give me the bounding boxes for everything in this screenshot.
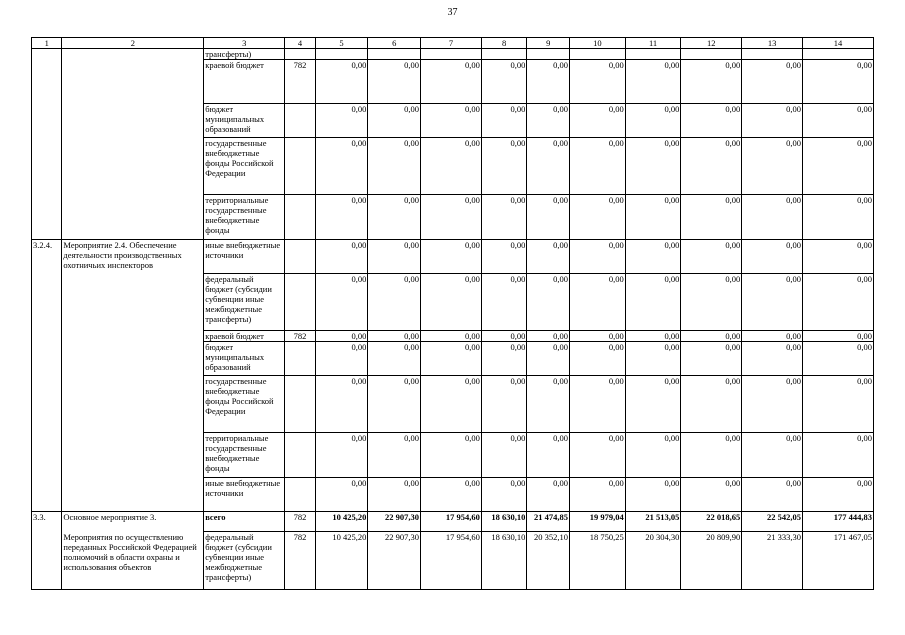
item-name-cell [62,138,204,195]
column-header: 2 [62,38,204,49]
value-cell: 0,00 [481,478,527,512]
value-cell: 0,00 [681,104,742,138]
source-cell: территориальные государственные внебюджетные фонды [204,195,285,240]
column-header: 12 [681,38,742,49]
value-cell: 0,00 [681,342,742,376]
source-cell: федеральный бюджет (субсидии субвенции иные межбюджетные трансферты) [204,532,285,590]
value-cell: 0,00 [527,478,570,512]
item-name-cell [62,331,204,342]
value-cell: 0,00 [742,104,803,138]
code-cell [285,274,315,331]
column-header: 14 [802,38,873,49]
value-cell: 0,00 [368,342,421,376]
source-cell: государственные внебюджетные фонды Российской Федерации [204,138,285,195]
value-cell: 0,00 [802,60,873,104]
item-number-cell [32,195,62,240]
value-cell: 0,00 [368,376,421,433]
value-cell: 0,00 [421,342,482,376]
value-cell: 0,00 [481,376,527,433]
code-cell [285,342,315,376]
value-cell: 18 750,25 [569,532,625,590]
value-cell: 0,00 [368,433,421,478]
item-name-cell [62,104,204,138]
value-cell [527,49,570,60]
value-cell: 0,00 [681,376,742,433]
value-cell: 0,00 [681,195,742,240]
value-cell: 22 542,05 [742,512,803,532]
item-number-cell [32,478,62,512]
source-cell: федеральный бюджет (субсидии субвенции иные межбюджетные трансферты) [204,274,285,331]
value-cell: 0,00 [742,274,803,331]
value-cell: 0,00 [625,376,681,433]
value-cell: 0,00 [527,138,570,195]
value-cell: 0,00 [742,240,803,274]
item-number-cell [32,60,62,104]
column-header: 7 [421,38,482,49]
value-cell: 0,00 [569,376,625,433]
value-cell [368,49,421,60]
value-cell: 0,00 [315,104,368,138]
code-cell [285,138,315,195]
column-header: 8 [481,38,527,49]
value-cell: 0,00 [368,104,421,138]
code-cell: 782 [285,532,315,590]
value-cell: 0,00 [421,138,482,195]
source-cell: бюджет муниципальных образований [204,342,285,376]
value-cell: 22 018,65 [681,512,742,532]
item-name-cell [62,376,204,433]
value-cell: 0,00 [742,60,803,104]
value-cell: 0,00 [368,60,421,104]
code-cell [285,376,315,433]
table-row [32,274,874,331]
source-cell: иные внебюджетные источники [204,240,285,274]
value-cell: 20 809,90 [681,532,742,590]
item-name-cell [62,274,204,331]
value-cell [421,49,482,60]
value-cell: 21 333,30 [742,532,803,590]
value-cell: 0,00 [368,138,421,195]
table-row [32,60,874,104]
value-cell: 17 954,60 [421,512,482,532]
value-cell: 22 907,30 [368,532,421,590]
value-cell: 20 304,30 [625,532,681,590]
item-number-cell: 3.2.4. [32,240,62,274]
value-cell: 0,00 [527,331,570,342]
value-cell: 0,00 [421,331,482,342]
value-cell: 0,00 [681,478,742,512]
table-row [32,240,874,274]
table-row [32,512,874,532]
code-cell [285,104,315,138]
value-cell [802,49,873,60]
value-cell: 0,00 [315,478,368,512]
value-cell: 0,00 [421,60,482,104]
item-name-cell [62,49,204,60]
value-cell: 0,00 [315,240,368,274]
value-cell: 0,00 [368,478,421,512]
source-cell: всего [204,512,285,532]
value-cell: 0,00 [569,240,625,274]
item-name-cell: Мероприятие 2.4. Обеспечение деятельности производственных охотничьих инспекторов [62,240,204,274]
table-row [32,376,874,433]
value-cell: 0,00 [569,60,625,104]
value-cell: 22 907,30 [368,512,421,532]
value-cell: 21 474,85 [527,512,570,532]
value-cell: 0,00 [569,138,625,195]
value-cell: 18 630,10 [481,512,527,532]
code-cell [285,240,315,274]
value-cell: 0,00 [421,376,482,433]
value-cell [315,49,368,60]
value-cell: 0,00 [742,342,803,376]
item-number-cell [32,138,62,195]
column-header: 4 [285,38,315,49]
value-cell: 0,00 [742,138,803,195]
value-cell: 0,00 [569,195,625,240]
value-cell: 0,00 [527,240,570,274]
value-cell: 0,00 [802,478,873,512]
source-cell: трансферты) [204,49,285,60]
item-number-cell [32,104,62,138]
value-cell: 0,00 [625,433,681,478]
column-header: 6 [368,38,421,49]
header-row [32,38,874,49]
item-name-cell [62,433,204,478]
code-cell [285,433,315,478]
table-row [32,478,874,512]
value-cell: 0,00 [742,331,803,342]
value-cell: 17 954,60 [421,532,482,590]
value-cell: 0,00 [742,195,803,240]
value-cell: 0,00 [802,195,873,240]
value-cell: 0,00 [368,331,421,342]
value-cell: 0,00 [569,433,625,478]
item-name-cell [62,342,204,376]
value-cell: 0,00 [625,195,681,240]
value-cell: 0,00 [527,342,570,376]
value-cell: 0,00 [481,104,527,138]
value-cell: 0,00 [742,376,803,433]
table-row [32,49,874,60]
value-cell: 0,00 [481,342,527,376]
value-cell: 0,00 [625,478,681,512]
value-cell: 0,00 [481,60,527,104]
code-cell [285,49,315,60]
value-cell: 0,00 [481,433,527,478]
value-cell: 0,00 [681,433,742,478]
value-cell: 0,00 [625,342,681,376]
value-cell: 0,00 [315,195,368,240]
value-cell: 0,00 [802,104,873,138]
column-header: 9 [527,38,570,49]
value-cell: 0,00 [569,331,625,342]
value-cell: 10 425,20 [315,512,368,532]
value-cell: 0,00 [802,376,873,433]
code-cell [285,478,315,512]
source-cell: иные внебюджетные источники [204,478,285,512]
code-cell: 782 [285,60,315,104]
value-cell: 0,00 [527,60,570,104]
column-header: 13 [742,38,803,49]
value-cell: 171 467,05 [802,532,873,590]
column-header: 1 [32,38,62,49]
source-cell: государственные внебюджетные фонды Российской Федерации [204,376,285,433]
value-cell: 0,00 [527,195,570,240]
code-cell [285,195,315,240]
value-cell: 0,00 [421,478,482,512]
table-row [32,104,874,138]
value-cell: 21 513,05 [625,512,681,532]
value-cell: 0,00 [569,478,625,512]
value-cell: 0,00 [681,274,742,331]
item-number-cell [32,331,62,342]
value-cell: 0,00 [481,240,527,274]
item-number-cell [32,274,62,331]
value-cell: 0,00 [569,274,625,331]
item-name-cell [62,478,204,512]
item-number-cell [32,342,62,376]
item-name-cell [62,195,204,240]
value-cell: 0,00 [315,138,368,195]
value-cell: 0,00 [802,331,873,342]
source-cell: краевой бюджет [204,60,285,104]
value-cell: 0,00 [421,240,482,274]
column-header: 11 [625,38,681,49]
value-cell: 0,00 [802,342,873,376]
page-number: 37 [447,7,458,18]
value-cell: 0,00 [569,342,625,376]
item-number-cell [32,532,62,590]
value-cell: 0,00 [527,104,570,138]
value-cell: 0,00 [742,433,803,478]
value-cell [625,49,681,60]
value-cell [681,49,742,60]
value-cell [742,49,803,60]
value-cell: 0,00 [802,433,873,478]
value-cell: 0,00 [315,433,368,478]
value-cell: 0,00 [368,274,421,331]
source-cell: краевой бюджет [204,331,285,342]
value-cell: 0,00 [315,342,368,376]
value-cell: 0,00 [421,433,482,478]
column-header: 10 [569,38,625,49]
value-cell: 0,00 [481,331,527,342]
value-cell: 0,00 [421,274,482,331]
value-cell: 0,00 [742,478,803,512]
item-name-cell: Мероприятия по осуществлению переданных Российской Федерацией полномочий в области охраны и использования объектов [62,532,204,590]
value-cell: 0,00 [481,274,527,331]
source-cell: бюджет муниципальных образований [204,104,285,138]
item-number-cell [32,433,62,478]
value-cell: 0,00 [368,195,421,240]
value-cell: 0,00 [681,331,742,342]
column-header: 3 [204,38,285,49]
item-number-cell: 3.3. [32,512,62,532]
value-cell: 0,00 [625,138,681,195]
value-cell: 0,00 [625,60,681,104]
value-cell: 0,00 [315,376,368,433]
value-cell: 0,00 [569,104,625,138]
value-cell: 0,00 [421,195,482,240]
value-cell: 19 979,04 [569,512,625,532]
table-row [32,138,874,195]
column-header: 5 [315,38,368,49]
code-cell: 782 [285,512,315,532]
table-row [32,532,874,590]
value-cell [569,49,625,60]
value-cell: 0,00 [625,274,681,331]
item-name-cell: Основное мероприятие 3. [62,512,204,532]
value-cell: 0,00 [481,138,527,195]
value-cell: 0,00 [802,274,873,331]
value-cell [481,49,527,60]
item-number-cell [32,49,62,60]
table-row [32,433,874,478]
table-row [32,331,874,342]
value-cell: 20 352,10 [527,532,570,590]
value-cell: 0,00 [527,433,570,478]
item-name-cell [62,60,204,104]
value-cell: 0,00 [527,274,570,331]
budget-table [31,37,874,590]
value-cell: 0,00 [421,104,482,138]
value-cell: 0,00 [681,60,742,104]
value-cell: 18 630,10 [481,532,527,590]
value-cell: 0,00 [625,240,681,274]
value-cell: 0,00 [527,376,570,433]
value-cell: 0,00 [315,274,368,331]
value-cell: 0,00 [481,195,527,240]
code-cell: 782 [285,331,315,342]
value-cell: 0,00 [681,240,742,274]
item-number-cell [32,376,62,433]
table-row [32,342,874,376]
value-cell: 0,00 [625,331,681,342]
value-cell: 0,00 [368,240,421,274]
value-cell: 0,00 [315,331,368,342]
table-row [32,195,874,240]
value-cell: 0,00 [802,138,873,195]
value-cell: 0,00 [802,240,873,274]
value-cell: 177 444,83 [802,512,873,532]
value-cell: 0,00 [681,138,742,195]
value-cell: 0,00 [315,60,368,104]
source-cell: территориальные государственные внебюджетные фонды [204,433,285,478]
value-cell: 10 425,20 [315,532,368,590]
value-cell: 0,00 [625,104,681,138]
